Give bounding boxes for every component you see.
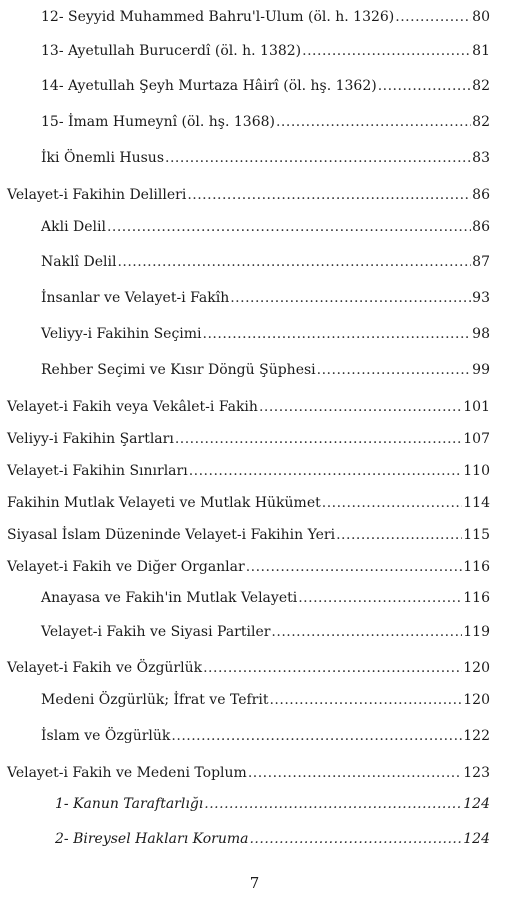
toc-entry-page: 115 [463, 527, 490, 543]
toc-entry-title: 13- Ayetullah Burucerdî (öl. h. 1382) [41, 43, 302, 59]
toc-entry-title: 14- Ayetullah Şeyh Murtaza Hâirî (öl. hş. 1362) [41, 78, 377, 94]
toc-entry-title: İnsanlar ve Velayet-i Fakîh [41, 290, 230, 306]
toc-entry-page: 81 [472, 43, 490, 59]
dot-leader [203, 325, 472, 343]
dot-leader [175, 430, 462, 448]
dot-leader [249, 830, 462, 848]
toc-entry [41, 149, 490, 167]
toc-entry-page: 124 [463, 796, 490, 812]
dot-leader [298, 589, 462, 607]
dot-leader [322, 494, 463, 512]
toc-entry-page: 107 [463, 431, 490, 447]
toc-entry-page: 120 [463, 692, 490, 708]
toc-entry-page: 114 [463, 495, 490, 511]
toc-entry-title: İki Önemli Husus [41, 150, 165, 166]
toc-entry-page: 82 [472, 78, 490, 94]
toc-entry [41, 691, 490, 709]
dot-leader [117, 253, 471, 271]
dot-leader [336, 526, 462, 544]
dot-leader [246, 558, 463, 576]
toc-entry-title: Velayet-i Fakih ve Siyasi Partiler [41, 624, 271, 640]
toc-entry-title: Velayet-i Fakih ve Özgürlük [7, 660, 203, 676]
toc-entry [41, 361, 490, 379]
toc-entry [41, 42, 490, 60]
toc-entry-title: 12- Seyyid Muhammed Bahru'l-Ulum (öl. h. 1326) [41, 9, 395, 25]
toc-entry-page: 87 [472, 254, 490, 270]
toc-entry [7, 462, 490, 480]
dot-leader [378, 77, 471, 95]
toc-entry-page: 119 [463, 624, 490, 640]
toc-entry-page: 98 [472, 326, 490, 342]
toc-entry-title: Siyasal İslam Düzeninde Velayet-i Fakihin Yeri [7, 527, 336, 543]
dot-leader [187, 186, 471, 204]
toc-entry-title: Velayet-i Fakih ve Medeni Toplum [7, 765, 247, 781]
toc-entry-page: 123 [463, 765, 490, 781]
toc-entry [7, 398, 490, 416]
toc-entry [7, 526, 490, 544]
dot-leader [248, 764, 462, 782]
toc-entry [41, 589, 490, 607]
toc-entry-title: 2- Bireysel Hakları Koruma [55, 831, 249, 847]
toc-entry-title: Fakihin Mutlak Velayeti ve Mutlak Hükümet [7, 495, 321, 511]
toc-entry-page: 82 [472, 114, 490, 130]
toc-entry [41, 113, 490, 131]
toc-entry-page: 110 [463, 463, 490, 479]
toc-entry-page: 86 [472, 187, 490, 203]
dot-leader [271, 623, 462, 641]
toc-entry [7, 430, 490, 448]
toc-entry-title: Anayasa ve Fakih'in Mutlak Velayeti [41, 590, 298, 606]
toc-entry-page: 93 [472, 290, 490, 306]
toc-entry [7, 494, 490, 512]
toc-entry [7, 659, 490, 677]
toc-entry [41, 727, 490, 745]
dot-leader [276, 113, 471, 131]
toc-entry [41, 253, 490, 271]
toc-entry-title: Veliyy-i Fakihin Şartları [7, 431, 174, 447]
toc-entry-title: 1- Kanun Taraftarlığı [55, 796, 204, 812]
toc-entry-page: 83 [472, 150, 490, 166]
dot-leader [165, 149, 471, 167]
toc-entry [41, 289, 490, 307]
toc-entry-page: 86 [472, 219, 490, 235]
toc-entry [41, 8, 490, 26]
dot-leader [395, 8, 471, 26]
toc-entry-page: 122 [463, 728, 490, 744]
page-number: 7 [249, 874, 260, 892]
toc-entry-page: 116 [463, 590, 490, 606]
dot-leader [259, 398, 462, 416]
toc-entry-title: Rehber Seçimi ve Kısır Döngü Şüphesi [41, 362, 316, 378]
toc-entry-page: 99 [472, 362, 490, 378]
toc-entry-title: Medeni Özgürlük; İfrat ve Tefrit [41, 692, 269, 708]
toc-entry-title: Naklî Delil [41, 254, 117, 270]
toc-entry-title: Akli Delil [41, 219, 106, 235]
toc-entry-title: Velayet-i Fakih ve Diğer Organlar [7, 559, 245, 575]
toc-entry [55, 830, 490, 848]
toc-entry-page: 101 [463, 399, 490, 415]
toc-entry-title: Velayet-i Fakih veya Vekâlet-i Fakih [7, 399, 258, 415]
dot-leader [107, 218, 471, 236]
dot-leader [204, 795, 462, 813]
dot-leader [302, 42, 471, 60]
toc-entry-page: 124 [463, 831, 490, 847]
toc-entry-title: Veliyy-i Fakihin Seçimi [41, 326, 202, 342]
dot-leader [230, 289, 471, 307]
toc-entry-page: 116 [463, 559, 490, 575]
toc-entry [41, 218, 490, 236]
toc-entry-title: İslam ve Özgürlük [41, 728, 171, 744]
toc-entry [55, 795, 490, 813]
toc-entry [41, 77, 490, 95]
toc-entry-page: 120 [463, 660, 490, 676]
toc-entry-title: Velayet-i Fakihin Delilleri [7, 187, 187, 203]
toc-entry [41, 623, 490, 641]
toc-entry [7, 764, 490, 782]
dot-leader [189, 462, 463, 480]
toc-entry [7, 186, 490, 204]
toc-entry-title: 15- İmam Humeynî (öl. hş. 1368) [41, 114, 275, 130]
toc-entry [41, 325, 490, 343]
dot-leader [203, 659, 462, 677]
toc-entry-title: Velayet-i Fakihin Sınırları [7, 463, 188, 479]
toc-entry [7, 558, 490, 576]
dot-leader [317, 361, 472, 379]
toc-entry-page: 80 [472, 9, 490, 25]
dot-leader [269, 691, 462, 709]
dot-leader [171, 727, 462, 745]
